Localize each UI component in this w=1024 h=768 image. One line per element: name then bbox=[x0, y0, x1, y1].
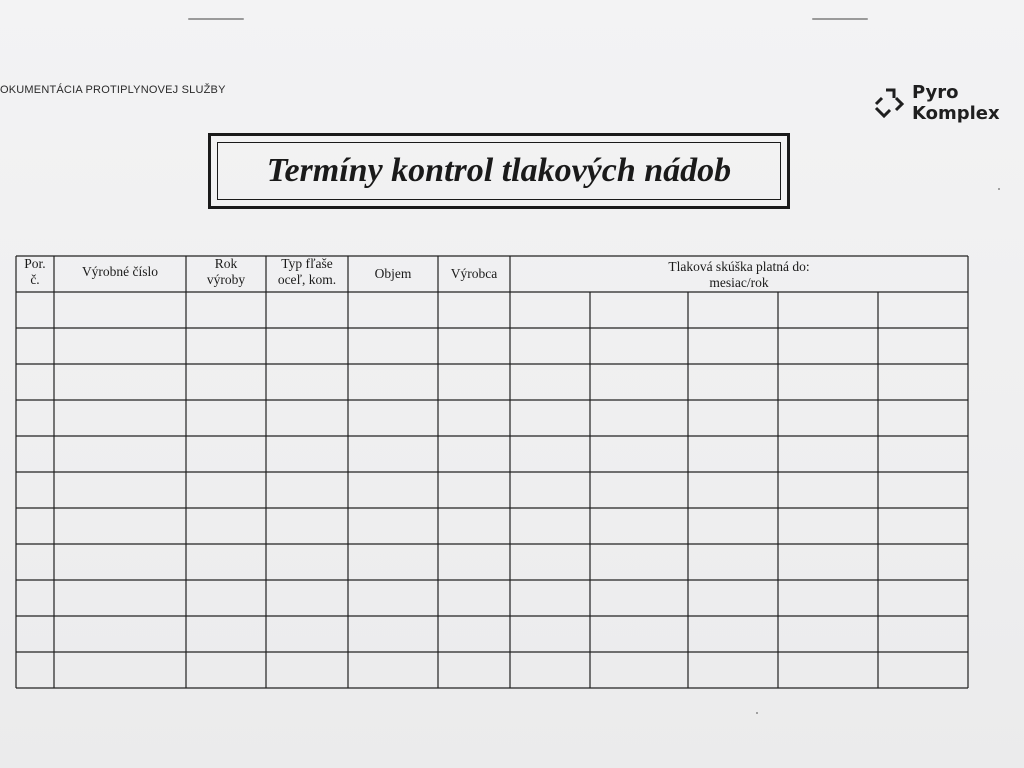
header-por-line-2: č. bbox=[30, 272, 40, 287]
header-skuska-line-2: mesiac/rok bbox=[709, 275, 769, 290]
header-typ-line-2: oceľ, kom. bbox=[277, 272, 337, 287]
header-typ-flase bbox=[266, 256, 348, 288]
header-vyrobne-cislo: Výrobné číslo bbox=[81, 264, 159, 279]
header-rok-line-1: Rok bbox=[214, 256, 238, 271]
header-vyrobca: Výrobca bbox=[450, 266, 498, 281]
paper-speck bbox=[756, 712, 758, 714]
header-typ-line-1: Typ fľaše bbox=[281, 256, 333, 271]
header-por-line-1: Por. bbox=[24, 256, 46, 271]
header-por bbox=[16, 256, 54, 288]
header-skuska-line-1: Tlaková skúška platná do: bbox=[668, 259, 810, 274]
header-objem: Objem bbox=[374, 266, 412, 281]
header-tlakova-skuska bbox=[510, 259, 968, 291]
header-rok-line-2: výroby bbox=[206, 272, 246, 287]
logo-line-2: Komplex bbox=[912, 103, 1000, 124]
header-rok-vyroby bbox=[186, 256, 266, 288]
table-lines bbox=[16, 256, 968, 688]
document-header: OKUMENTÁCIA PROTIPLYNOVEJ SLUŽBY bbox=[0, 84, 226, 96]
page-title: Termíny kontrol tlakových nádob bbox=[266, 152, 732, 189]
logo-line-1: Pyro bbox=[912, 82, 959, 103]
paper-speck bbox=[998, 188, 1000, 190]
